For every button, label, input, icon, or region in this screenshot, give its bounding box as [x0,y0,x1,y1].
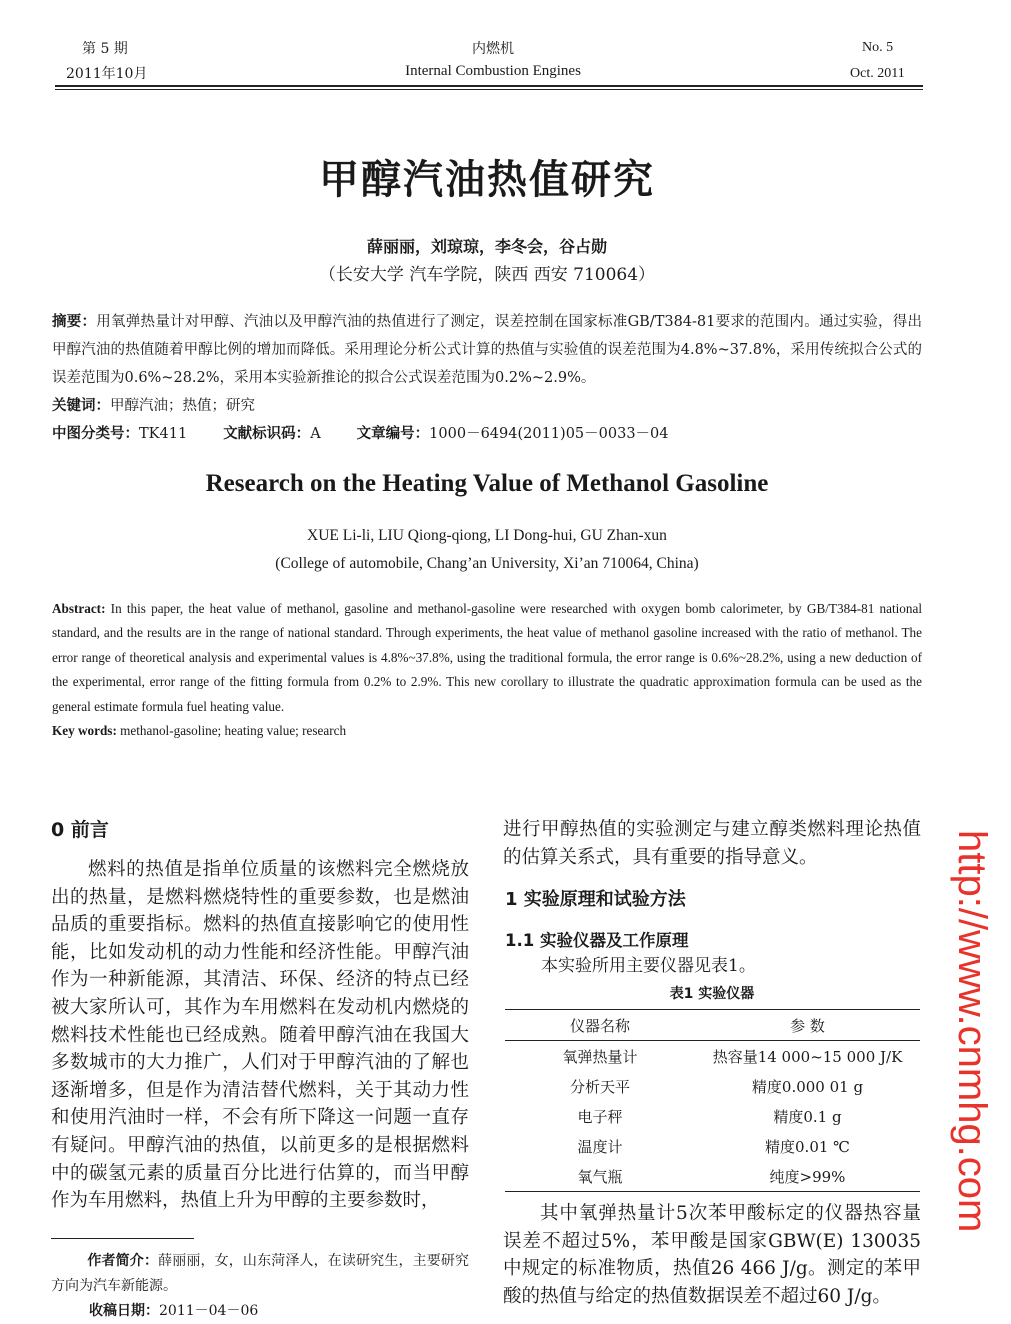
footnote-rule [51,1238,194,1239]
affiliation-en: (College of automobile, Chang’an University, Xi’an 710064, China) [275,555,699,572]
watermark: http://www.cnmhg.com [950,830,994,1233]
keywords-en: Key words: methanol-gasoline; heating value; research [52,723,347,739]
table-cell: 精度0.1 g [773,1107,842,1126]
abstract-en: Abstract: In this paper, the heat value of methanol, gasoline and methanol-gasoline were researched with oxygen bomb calorimeter, by GB/T384-81 national standard, and the results are in the range of national standard. Through experiments, the heat value of methanol gasoline increased with the ratio of methanol. The error range of theoretical analysis and experimental values is 4.8%~37.8%, using the traditional formula, the error range is 0.6%~28.2%, using a new deduction of the experimental, error range of the fitting formula from 0.2% to 2.9%. This new corollary to illustrate the quadratic approximation formula can be used as the general estimate formula fuel heating value. [52,601,923,714]
header-rule-thin [55,89,923,90]
table-row [505,1161,920,1192]
journal-en: Internal Combustion Engines [405,63,581,79]
right-column [503,816,921,1324]
issue-cn: 第 5 期 [82,41,128,57]
table-cell: 电子秤 [577,1107,623,1126]
section-1-1-text: 本实验所用主要仪器见表1。 [541,956,756,977]
right-intro-text: 进行甲醇热值的实验测定与建立醇类燃料理论热值的估算关系式，具有重要的指导意义。 [503,819,921,868]
section-0-text: 燃料的热值是指单位质量的该燃料完全燃烧放出的热量，是燃料燃烧特性的重要参数，也是燃油品质的重要指标。燃料的热值直接影响它的使用性能，比如发动机的动力性能和经济性能。甲醇汽油作为一种新能源，其清洁、环保、经济的特点已经被大家所认可，其作为车用燃料在发动机内燃烧的燃料技术性能也已经成熟。随着甲醇汽油在我国大多数城市的大力推广，人们对于甲醇汽油的了解也逐渐增多，但是作为清洁替代燃料，关于其动力性和使用汽油时一样，不会有所下降这一问题一直存有疑问。甲醇汽油的热值，以前更多的是根据燃料中的碳氢元素的质量百分比进行估算的，而当甲醇作为车用燃料，热值上升为甲醇的主要参数时， [51,859,469,1212]
keywords-cn: 关键词：甲醇汽油；热值；研究 [52,398,255,414]
classification: 中图分类号：TK411 文献标识码：A 文章编号：1000－6494(2011)05－0033－04 [52,426,669,442]
abstract-cn-label: 摘要： [52,314,97,330]
left-column [51,816,469,1324]
table-cell: 纯度>99% [769,1167,846,1186]
date-cn: 2011年10月 [66,66,148,82]
table-row [505,1101,920,1131]
table-row [505,1041,920,1072]
issue-en: No. 5 [862,40,894,55]
table-cell: 分析天平 [569,1077,630,1096]
date-en: Oct. 2011 [850,66,905,81]
affiliation-cn: （长安大学 汽车学院，陕西 西安 710064） [318,265,656,285]
journal-cn: 内燃机 [472,41,514,57]
footnote-author: 作者简介：薛丽丽，女，山东菏泽人，在读研究生，主要研究方向为汽车新能源。 [51,1253,470,1294]
table-cell: 精度0.01 ℃ [765,1137,850,1156]
table-row [505,1071,920,1101]
authors-cn: 薛丽丽，刘琼琼，李冬会，谷占勋 [366,237,607,256]
footnote-received: 收稿日期：2011－04－06 [89,1303,259,1319]
page-title: 甲醇汽油热值研究 [319,157,655,203]
table-header-cell: 参 数 [790,1016,825,1035]
authors-en: XUE Li-li, LIU Qiong-qiong, LI Dong-hui, GU Zhan-xun [307,527,667,544]
front-matter [52,155,922,743]
table-row [505,1131,920,1161]
section-1-heading: 1 实验原理和试验方法 [505,889,686,911]
table-cell: 温度计 [577,1137,623,1156]
instrument-table [505,1009,920,1192]
table-cell: 氧气瓶 [577,1167,623,1186]
abstract-cn: 摘要：用氧弹热量计对甲醇、汽油以及甲醇汽油的热值进行了测定，误差控制在国家标准GB/T384-81要求的范围内。通过实验，得出甲醇汽油的热值随着甲醇比例的增加而降低。采用理论分析公式计算的热值与实验值的误差范围为4.8%~37.8%，采用传统拟合公式的误差范围为0.6%~28.2%，采用本实验新推论的拟合公式误差范围为0.2%~2.9%。 [52,314,922,386]
table-cell: 热容量14 000~15 000 J/K [712,1047,903,1066]
table-cell: 氧弹热量计 [562,1047,638,1066]
table-header-row [505,1010,920,1041]
table-caption: 表1 实验仪器 [669,986,755,1003]
table-cell: 精度0.000 01 g [751,1077,864,1096]
section-1-1-heading: 1.1 实验仪器及工作原理 [505,931,689,951]
section-0-heading: 0 前言 [51,819,109,841]
title-en: Research on the Heating Value of Methanol Gasoline [205,470,769,497]
table-header-cell: 仪器名称 [569,1016,630,1035]
footnote [51,1228,469,1324]
header-rule [55,85,923,87]
after-table-text: 其中氧弹热量计5次苯甲酸标定的仪器热容量误差不超过5%，苯甲酸是国家GBW(E) 130035中规定的标准物质，热值26 466 J/g。测定的苯甲酸的热值与给定的热值数据误差不超过60 J/g。 [503,1203,921,1307]
